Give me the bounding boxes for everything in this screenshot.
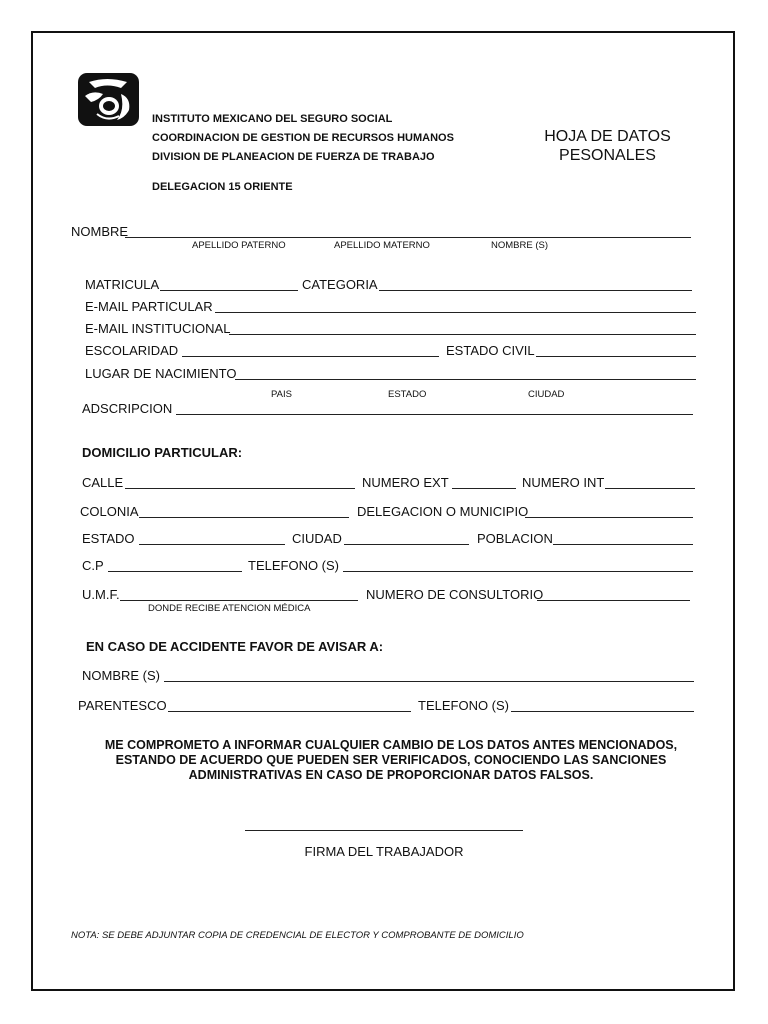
estado-label: ESTADO bbox=[82, 531, 135, 546]
calle-label: CALLE bbox=[82, 475, 124, 490]
title-line-1: HOJA DE DATOS bbox=[544, 128, 671, 145]
ciudad-field[interactable] bbox=[344, 544, 469, 545]
lugar-nacimiento-field[interactable] bbox=[235, 379, 696, 380]
parentesco-label: PARENTESCO bbox=[78, 698, 167, 713]
email-institucional-field[interactable] bbox=[229, 334, 696, 335]
signature-line[interactable] bbox=[245, 830, 523, 831]
email-particular-field[interactable] bbox=[215, 312, 696, 313]
numero-consultorio-field[interactable] bbox=[537, 600, 690, 601]
colonia-label: COLONIA bbox=[80, 504, 139, 519]
estado-civil-label: ESTADO CIVIL bbox=[446, 343, 535, 358]
escolaridad-label: ESCOLARIDAD bbox=[85, 343, 179, 358]
adscripcion-label: ADSCRIPCION bbox=[82, 401, 173, 416]
coordination-name: COORDINACION DE GESTION DE RECURSOS HUMANOS bbox=[152, 132, 454, 144]
imss-eagle-logo-icon bbox=[77, 72, 140, 127]
umf-field[interactable] bbox=[120, 600, 358, 601]
numero-consultorio-label: NUMERO DE CONSULTORIO bbox=[366, 587, 544, 602]
declaration-line-3: ADMINISTRATIVAS EN CASO DE PROPORCIONAR DATOS FALSOS. bbox=[188, 768, 594, 782]
nombre-label: NOMBRE bbox=[71, 224, 129, 239]
estado-caption: ESTADO bbox=[388, 389, 427, 400]
division-name: DIVISION DE PLANEACION DE FUERZA DE TRABAJO bbox=[152, 151, 435, 163]
institute-name: INSTITUTO MEXICANO DEL SEGURO SOCIAL bbox=[152, 113, 393, 125]
categoria-field[interactable] bbox=[379, 290, 692, 291]
apellido-paterno-caption: APELLIDO PATERNO bbox=[192, 240, 286, 251]
cp-label: C.P bbox=[82, 558, 104, 573]
emergency-nombre-field[interactable] bbox=[164, 681, 694, 682]
nota-text: NOTA: SE DEBE ADJUNTAR COPIA DE CREDENCIAL DE ELECTOR Y COMPROBANTE DE DOMICILIO bbox=[71, 930, 524, 941]
poblacion-label: POBLACION bbox=[477, 531, 553, 546]
colonia-field[interactable] bbox=[139, 517, 349, 518]
escolaridad-field[interactable] bbox=[182, 356, 439, 357]
declaration-text bbox=[84, 738, 698, 783]
pais-caption: PAIS bbox=[271, 389, 292, 400]
apellido-materno-caption: APELLIDO MATERNO bbox=[334, 240, 430, 251]
delegacion-municipio-label: DELEGACION O MUNICIPIO bbox=[357, 504, 529, 519]
email-institucional-label: E-MAIL INSTITUCIONAL bbox=[85, 321, 231, 336]
declaration-line-1: ME COMPROMETO A INFORMAR CUALQUIER CAMBIO DE LOS DATOS ANTES MENCIONADOS, bbox=[104, 738, 678, 752]
title-line-2: PESONALES bbox=[559, 147, 656, 164]
adscripcion-field[interactable] bbox=[176, 414, 693, 415]
emergency-heading: EN CASO DE ACCIDENTE FAVOR DE AVISAR A: bbox=[86, 639, 384, 654]
ciudad-caption: CIUDAD bbox=[528, 389, 565, 400]
matricula-field[interactable] bbox=[160, 290, 298, 291]
parentesco-field[interactable] bbox=[168, 711, 411, 712]
lugar-nacimiento-label: LUGAR DE NACIMIENTO bbox=[85, 366, 237, 381]
estado-civil-field[interactable] bbox=[536, 356, 696, 357]
calle-field[interactable] bbox=[125, 488, 355, 489]
emergency-nombre-label: NOMBRE (S) bbox=[82, 668, 160, 683]
emergency-telefono-label: TELEFONO (S) bbox=[418, 698, 510, 713]
telefono-field[interactable] bbox=[343, 571, 693, 572]
delegation-name: DELEGACION 15 ORIENTE bbox=[152, 181, 293, 193]
emergency-telefono-field[interactable] bbox=[511, 711, 694, 712]
declaration-line-2: ESTANDO DE ACUERDO QUE PUEDEN SER VERIFICADOS, CONOCIENDO LAS SANCIONES bbox=[115, 753, 667, 767]
page-title bbox=[530, 127, 685, 165]
estado-field[interactable] bbox=[139, 544, 285, 545]
cp-field[interactable] bbox=[108, 571, 242, 572]
numero-int-field[interactable] bbox=[605, 488, 695, 489]
domicilio-heading: DOMICILIO PARTICULAR: bbox=[82, 445, 243, 460]
ciudad-label: CIUDAD bbox=[292, 531, 342, 546]
telefono-label: TELEFONO (S) bbox=[248, 558, 340, 573]
numero-ext-label: NUMERO EXT bbox=[362, 475, 449, 490]
nombre-field[interactable] bbox=[125, 237, 691, 238]
numero-ext-field[interactable] bbox=[452, 488, 516, 489]
umf-label: U.M.F. bbox=[82, 587, 120, 602]
umf-note: DONDE RECIBE ATENCION MÉDICA bbox=[148, 603, 311, 614]
nombres-caption: NOMBRE (S) bbox=[491, 240, 548, 251]
signature-label: FIRMA DEL TRABAJADOR bbox=[304, 844, 464, 859]
delegacion-municipio-field[interactable] bbox=[525, 517, 693, 518]
categoria-label: CATEGORIA bbox=[302, 277, 378, 292]
email-particular-label: E-MAIL PARTICULAR bbox=[85, 299, 213, 314]
numero-int-label: NUMERO INT bbox=[522, 475, 605, 490]
matricula-label: MATRICULA bbox=[85, 277, 160, 292]
poblacion-field[interactable] bbox=[553, 544, 693, 545]
